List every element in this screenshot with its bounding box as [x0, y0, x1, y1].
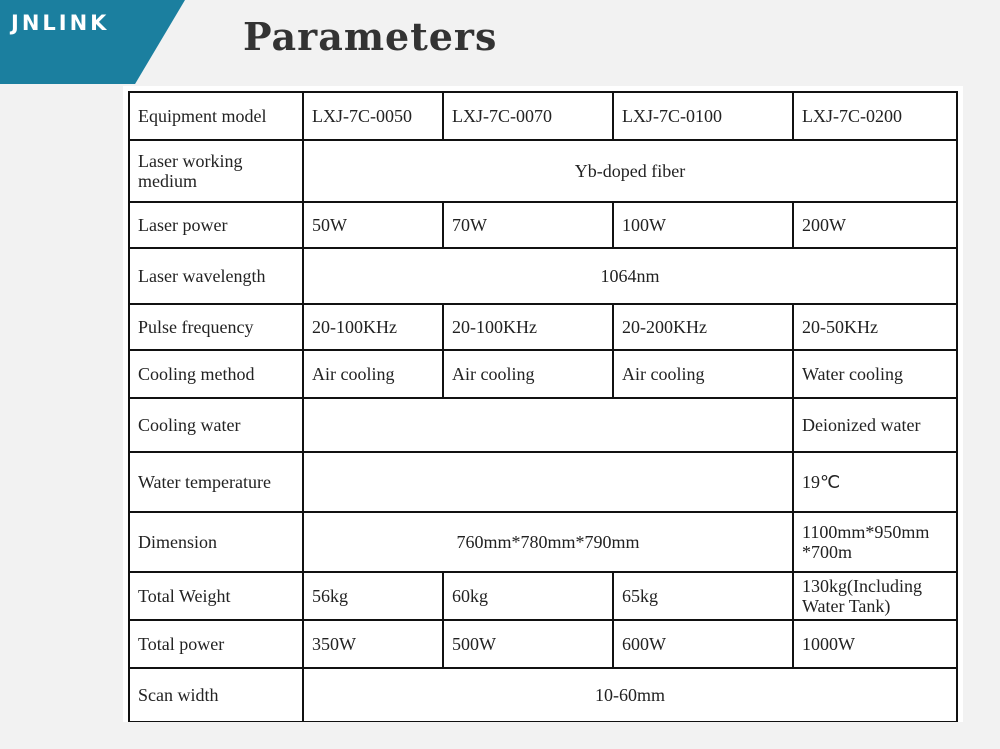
parameters-table: [128, 91, 958, 732]
table-row-equipment-model: [129, 92, 957, 140]
row-label: Pulse frequency: [129, 304, 303, 350]
row-label: Water temperature: [129, 452, 303, 512]
table-cell: LXJ-7C-0070: [443, 92, 613, 140]
table-cell: 100W: [613, 202, 793, 248]
row-label: Laser working medium: [129, 140, 303, 202]
table-cell-empty: [303, 398, 793, 452]
table-cell: 1064nm: [303, 248, 957, 304]
table-cell: LXJ-7C-0100: [613, 92, 793, 140]
table-row-scan-width: [129, 668, 957, 722]
table-cell: 760mm*780mm*790mm: [303, 512, 793, 572]
table-cell: LXJ-7C-0050: [303, 92, 443, 140]
table-cell: 1000W: [793, 620, 957, 668]
crop-edge: [123, 722, 1000, 749]
row-label: Equipment model: [129, 92, 303, 140]
table-cell: Air cooling: [443, 350, 613, 398]
table-cell: 20-100KHz: [443, 304, 613, 350]
table-cell: 10-60mm: [303, 668, 957, 722]
table-cell: 1100mm*950mm *700m: [793, 512, 957, 572]
table-row-dimension: [129, 512, 957, 572]
row-label: Total power: [129, 620, 303, 668]
table-cell: Air cooling: [303, 350, 443, 398]
table-cell: 600W: [613, 620, 793, 668]
table-row-laser-medium: [129, 140, 957, 202]
table-cell: LXJ-7C-0200: [793, 92, 957, 140]
page-title: Parameters: [243, 14, 498, 59]
row-label: Dimension: [129, 512, 303, 572]
table-cell: 60kg: [443, 572, 613, 620]
row-label: Cooling method: [129, 350, 303, 398]
table-cell-empty: [303, 452, 793, 512]
table-row-laser-power: [129, 202, 957, 248]
row-label: Laser power: [129, 202, 303, 248]
table-row-cooling-water: [129, 398, 957, 452]
table-row-water-temperature: [129, 452, 957, 512]
table-cell: 19℃: [793, 452, 957, 512]
row-label: Total Weight: [129, 572, 303, 620]
table-cell: 50W: [303, 202, 443, 248]
table-cell: 200W: [793, 202, 957, 248]
table-cell: Deionized water: [793, 398, 957, 452]
table-cell: 20-200KHz: [613, 304, 793, 350]
table-row-total-power: [129, 620, 957, 668]
table-cell: Water cooling: [793, 350, 957, 398]
table-cell: 20-50KHz: [793, 304, 957, 350]
row-label: Scan width: [129, 668, 303, 722]
table-cell: 130kg(Including Water Tank): [793, 572, 957, 620]
brand-logo: JNLINK: [11, 11, 110, 35]
table-cell: Yb-doped fiber: [303, 140, 957, 202]
row-label: Laser wavelength: [129, 248, 303, 304]
table-row-cooling-method: [129, 350, 957, 398]
table-cell: 65kg: [613, 572, 793, 620]
table-cell: 56kg: [303, 572, 443, 620]
table-cell: 350W: [303, 620, 443, 668]
table-cell: Air cooling: [613, 350, 793, 398]
table-row-pulse-frequency: [129, 304, 957, 350]
table-cell: 70W: [443, 202, 613, 248]
row-label: Cooling water: [129, 398, 303, 452]
table-row-total-weight: [129, 572, 957, 620]
table-cell: 20-100KHz: [303, 304, 443, 350]
table-cell: 500W: [443, 620, 613, 668]
table-row-wavelength: [129, 248, 957, 304]
